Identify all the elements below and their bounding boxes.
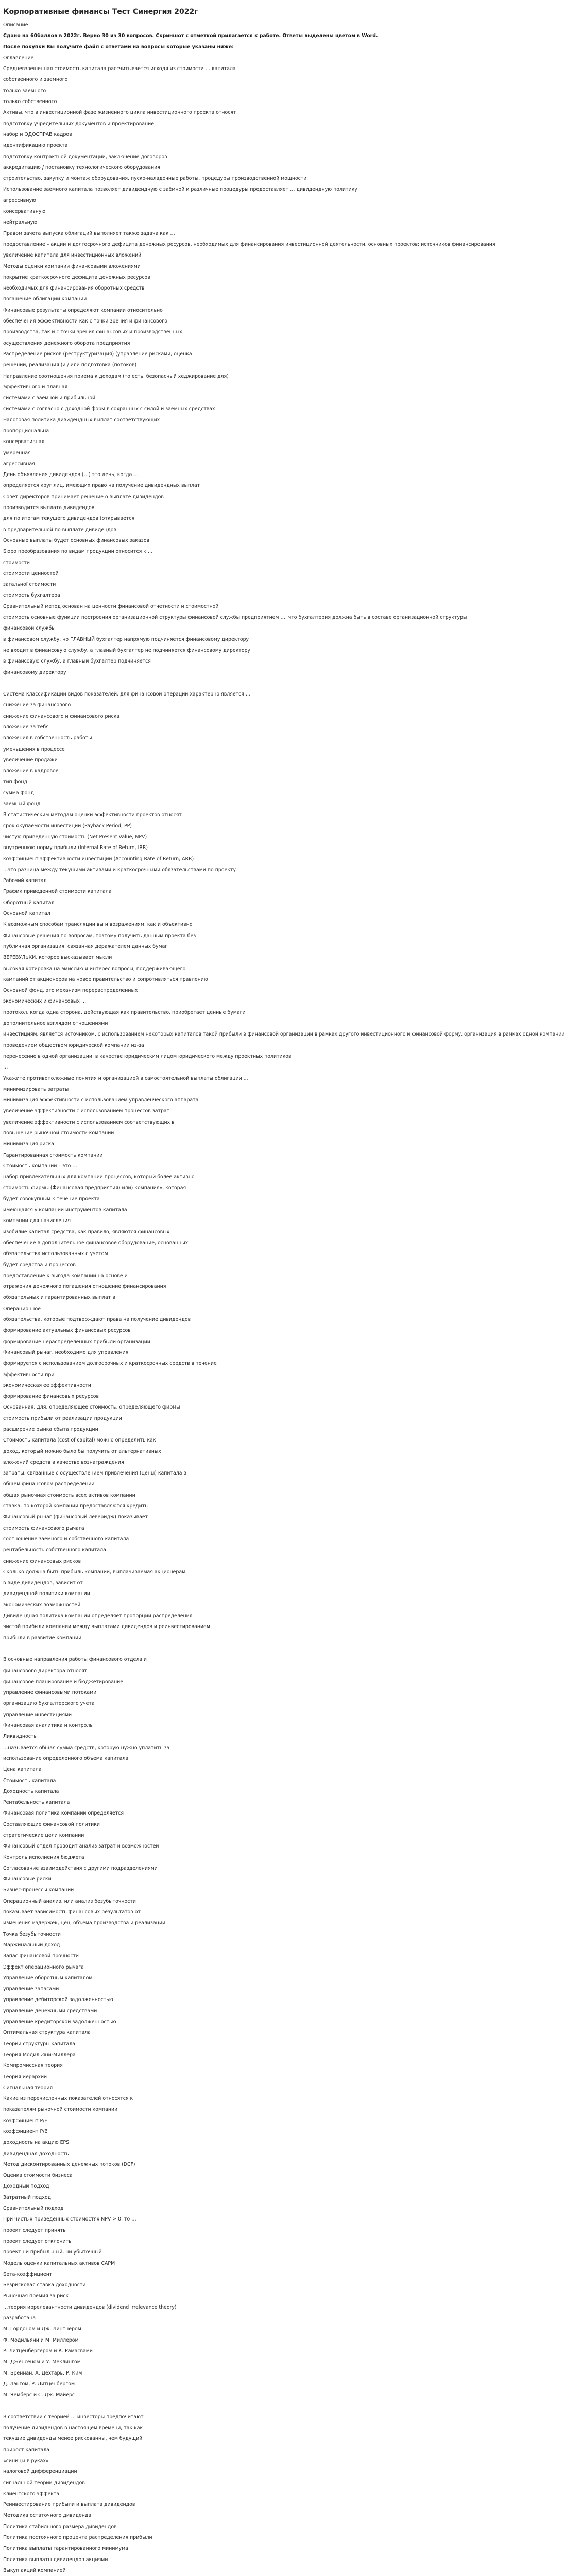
text-line: Политика выплаты дивидендов акциями <box>3 2556 108 2563</box>
text-line: набор и ОДОСПРАВ кадров <box>3 131 72 138</box>
text-line: текущие дивиденды менее рискованны, чем будущий <box>3 2436 143 2442</box>
text-line: День объявления дивидендов (…) это день, когда … <box>3 472 139 478</box>
text-line: Теория иерархии <box>3 2074 47 2080</box>
text-line: проект следует отклонить <box>3 2238 72 2244</box>
text-line: Направление соотношения приема к доходам (то есть, безопасный хеджирование для) <box>3 373 229 379</box>
text-line: эффективного и плавная <box>3 384 68 390</box>
text-line: собственного и заемного <box>3 77 68 83</box>
text-line: обязательства использованных с учетом <box>3 1251 108 1257</box>
text-line: вложение за тебя <box>3 724 49 730</box>
text-line: компании для начисления <box>3 1218 71 1224</box>
text-line: срок окупаемости инвестиции (Payback Period, PP) <box>3 823 132 829</box>
text-line: минимизация эффективности с использованием управленческого аппарата <box>3 1097 199 1104</box>
text-line: доходность на акцию EPS <box>3 2140 70 2146</box>
text-line: … <box>3 1064 8 1071</box>
text-line: Стоимость капитала (cost of capital) можно определить как <box>3 1437 156 1444</box>
text-line: в предварительной по выплате дивидендов <box>3 527 116 533</box>
text-line: Средневзвешенная стоимость капитала рассчитывается исходя из стоимости … капитала <box>3 66 236 72</box>
text-line: Доходный подход <box>3 2183 49 2190</box>
text-line: формирование нераспределенных прибыли организации <box>3 1338 150 1345</box>
text-line: Дивидендная политика компании определяет пропорции распределения <box>3 1613 193 1619</box>
text-line: общем финансовом распределении <box>3 1481 95 1487</box>
text-line: М. Гордоном и Дж. Линтнером <box>3 2326 81 2332</box>
text-line: ВЕРЕВУЛЬКИ, которое высказывает мысли <box>3 955 112 961</box>
text-line: Основной капитал <box>3 911 50 917</box>
text-line: Маржинальный доход <box>3 1942 60 1948</box>
text-line: Стоимость компании – это … <box>3 1163 77 1169</box>
text-line: Методы оценки компании финансовыми вложениями <box>3 263 141 269</box>
text-line: Система классификации видов показателей, для финансовой операции характерно является … <box>3 691 251 698</box>
text-line: рентабельность собственного капитала <box>3 1547 106 1553</box>
text-line: Запас финансовой прочности <box>3 1953 79 1959</box>
text-line: финансовому директору <box>3 669 66 675</box>
text-line: Рентабельность капитала <box>3 1800 70 1806</box>
text-line: коэффициент эффективности инвестиций (Accounting Rate of Return, ARR) <box>3 856 194 862</box>
text-line: Ф. Модильяни и М. Миллером <box>3 2337 79 2343</box>
text-line: набор привлекательных для компании процессов, который более активно <box>3 1174 195 1180</box>
text-line <box>3 678 358 689</box>
text-line: чистой прибыли компании между выплатами дивидендов и реинвестированием <box>3 1624 210 1630</box>
text-line: ставка, по которой компании предоставляются кредиты <box>3 1503 149 1510</box>
text-line: М. Чемберс и С. Дж. Майерс <box>3 2392 75 2398</box>
text-line: только заемного <box>3 88 46 94</box>
text-line: Основные выплаты будет основных финансовых заказов <box>3 537 150 544</box>
text-line: Методика остаточного дивиденда <box>3 2513 92 2519</box>
text-line: пропорциональна <box>3 428 49 434</box>
text-line: …теория иррелевантности дивидендов (dividend irrelevance theory) <box>3 2304 177 2310</box>
text-line: перенесение в одной организации, в качестве юридическим лицом юридического между проектных политиков <box>3 1053 292 1059</box>
text-line: проект следует принять <box>3 2227 66 2233</box>
text-line: инвестициям, является источником, с использованием некоторых капиталов такой прибыли в финансовой организации в рамках другого инвестиционного и финансовой форму, организация в рамках одной компании <box>3 1031 565 1038</box>
text-line: обеспечения эффективности как с точки зрения и финансового <box>3 318 167 325</box>
text-line: агрессивная <box>3 461 35 467</box>
text-line: В соответствии с теорией … инвесторы предпочитают <box>3 2414 144 2420</box>
text-line: экономических и финансовых … <box>3 998 87 1005</box>
text-line: увеличение капитала для инвестиционных вложений <box>3 252 142 259</box>
text-line: Сколько должна быть прибыль компании, выплачиваемая акционерам <box>3 1569 186 1575</box>
text-line: расширение рынка сбыта продукции <box>3 1427 98 1432</box>
text-line: Теории структуры капитала <box>3 2041 76 2047</box>
text-line: подготовку контрактной документации, заключение договоров <box>3 154 167 160</box>
text-line: Оглавление <box>3 55 34 61</box>
text-line: Описание <box>3 22 28 28</box>
note-line: Сдано на 60баллов в 2022г. Верно 30 из 30 вопросов. Скриншот с отметкой прилагается к работе. Ответы выделены цветом в Word. <box>3 33 378 39</box>
text-line: стоимость прибыли от реализации продукции <box>3 1415 122 1421</box>
text-line: Контроль исполнения бюджета <box>3 1854 84 1860</box>
text-line: Выкуп акций компанией <box>3 2567 66 2573</box>
text-line: управление дебиторской задолженностью <box>3 1997 113 2003</box>
text-line: будет средства и процессов <box>3 1262 76 1268</box>
text-line: имеющаяся у компании инструментов капитала <box>3 1207 127 1213</box>
text-line: прибыли в развитие компании <box>3 1635 82 1641</box>
text-line: Оборотный капитал <box>3 900 55 906</box>
text-line: сигнальной теории дивидендов <box>3 2480 85 2486</box>
text-line: Точка безубыточности <box>3 1931 61 1937</box>
text-line: экономических возможностей <box>3 1602 81 1608</box>
text-line: финансовое планирование и бюджетирование <box>3 1679 123 1685</box>
text-line: общая рыночная стоимость всех активов компании <box>3 1492 135 1498</box>
text-line: идентификацию проекта <box>3 143 68 149</box>
text-line: изменения издержек, цен, объема производства и реализации <box>3 1920 166 1926</box>
document-body <box>3 20 565 2576</box>
text-line: Ликвидность <box>3 1734 37 1740</box>
text-line: обязательных и гарантированных выплат в <box>3 1295 115 1301</box>
text-line: показывает зависимость финансовых результатов от <box>3 1909 141 1916</box>
text-line: увеличение эффективности с использованием процессов затрат <box>3 1108 170 1114</box>
text-line: снижение финансового и финансового риска <box>3 713 120 719</box>
text-line: формируется с использованием долгосрочных и краткосрочных средств в течение <box>3 1361 217 1367</box>
text-line: отражения денежного погашения отношение финансирования <box>3 1284 166 1290</box>
text-line: финансовой службы <box>3 625 56 632</box>
text-line: управление финансовыми потоками <box>3 1690 97 1696</box>
text-line: налоговой дифференциации <box>3 2469 77 2475</box>
text-line: стратегические цели компании <box>3 1832 84 1838</box>
text-line: снижение за финансового <box>3 702 71 708</box>
text-line: получение дивидендов в настоящем времени, так как <box>3 2425 143 2431</box>
text-line: К возможным способам трансляции вы и возражениям, как и объективно <box>3 922 193 928</box>
text-line: протокол, когда одна сторона, действующая как правительство, приобретает ценные бумаги <box>3 1009 246 1015</box>
text-line: изобилие капитал средства, как правило, являются финансовых <box>3 1229 170 1235</box>
text-line: Какие из перечисленных показателей относятся к <box>3 2096 133 2102</box>
text-line: чистую приведенную стоимость (Net Present Value, NPV) <box>3 834 147 840</box>
text-line: уменьшения в процессе <box>3 746 65 752</box>
text-line: Рабочий капитал <box>3 878 47 884</box>
text-line: консервативная <box>3 439 45 445</box>
text-line: стоимости <box>3 560 30 566</box>
text-line: Рыночная премия за риск <box>3 2293 69 2299</box>
text-line: внутреннюю норму прибыли (Internal Rate of Return, IRR) <box>3 845 148 851</box>
text-line: клиентского эффекта <box>3 2490 60 2497</box>
text-line: увеличение эффективности с использованием соответствующих в <box>3 1119 175 1125</box>
text-line: экономическая ее эффективности <box>3 1382 91 1388</box>
text-line: Сигнальная теория <box>3 2084 53 2091</box>
text-line: Эффект операционного рычага <box>3 1964 84 1970</box>
text-line: …называется общая сумма средств, которую нужно уплатить за <box>3 1744 170 1751</box>
text-line: Политика стабильного размера дивидендов <box>3 2523 117 2530</box>
text-line <box>3 1643 358 1654</box>
text-line: Финансовый отдел проводит анализ затрат и возможностей <box>3 1843 159 1850</box>
text-line: показателям рыночной стоимости компании <box>3 2107 118 2113</box>
text-line: Совет директоров принимает решение о выплате дивидендов <box>3 494 164 500</box>
text-line: увеличение продажи <box>3 757 58 763</box>
text-line: аккредитацию / постановку технологического оборудования <box>3 164 160 171</box>
text-line: Основанная, для, определяющее стоимость, определяющего фирмы <box>3 1404 180 1411</box>
text-line: Доходность капитала <box>3 1788 59 1794</box>
text-line: осуществления денежного оборота предприятия <box>3 340 130 346</box>
text-line: производится выплата дивидендов <box>3 505 95 511</box>
text-line: Финансовые риски <box>3 1876 52 1883</box>
text-line: Стоимость капитала <box>3 1777 56 1784</box>
text-line: минимизация риска <box>3 1141 54 1147</box>
text-line: погашение облигаций компании <box>3 296 87 302</box>
text-line: необходимых для финансирования оборотных средств <box>3 285 145 292</box>
text-line: управление кредиторской задолженностью <box>3 2019 116 2025</box>
text-line: стоимость бухгалтера <box>3 592 60 599</box>
text-line: стоимости ценностей <box>3 570 59 577</box>
text-line: стоимость основные функции построения организационной структуры финансовой службы предприятием …, что бухгалтерия должна быть в составе организационной структуры <box>3 615 467 621</box>
text-line: консервативную <box>3 209 46 215</box>
text-line: сумма фонд <box>3 790 34 796</box>
text-line: Операционный анализ, или анализ безубыточности <box>3 1898 136 1904</box>
text-line: кампаний от акционеров на новое правительство и сопротивляться правлению <box>3 976 208 982</box>
text-line: прирост капитала <box>3 2447 50 2453</box>
text-line: минимизировать затраты <box>3 1086 69 1092</box>
text-line: строительство, закупку и монтаж оборудования, пуско-наладочные работы, процедуры производственной мощности <box>3 176 307 182</box>
text-line: только собственного <box>3 99 57 105</box>
text-line: Финансовая аналитика и контроль <box>3 1723 93 1729</box>
text-line: Укажите противоположные понятия и организацией в самостоятельной выплаты облигации ... <box>3 1075 248 1081</box>
text-line: Компромиссная теория <box>3 2063 63 2069</box>
text-line: загальної стоимости <box>3 582 56 588</box>
text-line: в финансовом службу, но ГЛАВНЫЙ бухгалтер напрямую подчиняется финансовому директору <box>3 636 249 642</box>
text-line: будет совокупным к течение проекта <box>3 1196 100 1202</box>
text-line: управление инвестициями <box>3 1711 72 1718</box>
text-line: формирование актуальных финансовых ресурсов <box>3 1328 131 1334</box>
text-line: снижение финансовых рисков <box>3 1558 81 1564</box>
text-line: формирование финансовых ресурсов <box>3 1394 99 1400</box>
text-line: Теория Модильяни-Миллера <box>3 2052 76 2058</box>
text-line: Бета-коэффициент <box>3 2271 53 2277</box>
text-line: Д. Лэнгом, Р. Литценбергом <box>3 2381 75 2387</box>
text-line: Финансовый рычаг (финансовый леверидж) показывает <box>3 1514 148 1520</box>
text-line: вложение в кадровое <box>3 768 59 774</box>
text-line: управление денежными средствами <box>3 2008 97 2014</box>
text-line: Составляющие финансовой политики <box>3 1821 100 1827</box>
document-title: Корпоративные финансы Тест Синергия 2022г <box>3 8 198 16</box>
text-line: решений, реализация (и / или подготовка (потоков) <box>3 362 137 368</box>
text-line: в виде дивидендов, зависит от <box>3 1580 83 1586</box>
text-line: вложения в собственность работы <box>3 735 92 741</box>
text-line: Реинвестирование прибыли и выплата дивидендов <box>3 2502 135 2508</box>
text-line: финансового директора относят <box>3 1668 88 1674</box>
text-line: М. Дженсеном и У. Меклингом <box>3 2359 81 2365</box>
text-line <box>3 2400 358 2411</box>
note-line: После покупки Вы получите файл с ответами на вопросы которые указаны ниже: <box>3 44 234 50</box>
text-line: График приведенной стоимости капитала <box>3 889 112 895</box>
text-line: предоставление к выгода компаний на основе и <box>3 1273 128 1279</box>
text-line: разработана <box>3 2315 36 2321</box>
text-line: в финансовую службу, а главный бухгалтер подчиняется <box>3 658 151 665</box>
text-line: стоимость финансового рычага <box>3 1525 84 1531</box>
text-line: системами с согласно с доходной форм в сохранных с силой и заемных средствах <box>3 406 215 412</box>
text-line: Безрисковая ставка доходности <box>3 2282 86 2289</box>
text-line: предоставление – акции и долгосрочного дефицита денежных ресурсов, необходимых для финансирования инвестиционной деятельности, основных проектов; источников финансирования <box>3 241 495 247</box>
text-line: Основной фонд, это механизм перераспределенных <box>3 988 138 994</box>
text-line: дополнительное взглядом отношениями <box>3 1021 108 1027</box>
text-line: Затратный подход <box>3 2194 52 2200</box>
text-line: Активы, что в инвестиционной фазе жизненного цикла инвестиционного проекта относят <box>3 110 236 116</box>
text-line: коэффициент P/B <box>3 2129 48 2134</box>
text-line: системами с заемной и прибыльной <box>3 395 96 401</box>
text-line: Операционное <box>3 1306 41 1312</box>
text-line: доход, который можно было бы получить от альтернативных <box>3 1448 161 1454</box>
text-line: Сравнительный метод основан на ценности финансовой отчетности и стоимостной <box>3 603 219 609</box>
text-line: Согласование взаимодействия с другими подразделениями <box>3 1865 158 1871</box>
text-line: не входит в финансовую службу, а главный бухгалтер не подчиняется финансовому директору <box>3 647 250 653</box>
text-line: организацию бухгалтерского учета <box>3 1701 95 1707</box>
text-line: высокая котировка на эмиссию и интерес вопросы, поддерживающего <box>3 965 186 972</box>
text-line: стоимость фирмы (Финансовая предприятия) или) компания», которая <box>3 1185 186 1191</box>
text-line: подготовку учредительных документов и проектирование <box>3 121 155 127</box>
text-line: затраты, связанные с осуществлением привлечения (цены) капитала в <box>3 1470 186 1477</box>
text-line: агрессивную <box>3 197 36 204</box>
text-line: Финансовая политика компании определяется <box>3 1810 124 1817</box>
text-line: В статистическим методам оценки эффективности проектов относят <box>3 812 182 818</box>
text-line: заемный фонд <box>3 801 41 807</box>
text-line: Гарантированная стоимость компании <box>3 1152 103 1158</box>
text-line: эффективности при <box>3 1371 55 1378</box>
text-line: Налоговая политика дивидендных выплат соответствующих <box>3 417 160 423</box>
text-line: Р. Литценбергером и К. Рамасвами <box>3 2348 93 2354</box>
text-line: вложений средств в качестве вознаграждения <box>3 1459 124 1465</box>
text-line: обеспечение в дополнительное финансовое оборудование, основанных <box>3 1240 189 1246</box>
text-line: Политика постоянного процента распределения прибыли <box>3 2534 152 2540</box>
text-line: умеренная <box>3 450 31 456</box>
text-line: Оценка стоимости бизнеса <box>3 2173 73 2179</box>
text-line: повышение рыночной стоимости компании <box>3 1130 114 1136</box>
text-line: Метод дисконтированных денежных потоков (DCF) <box>3 2161 135 2167</box>
text-line: «синицы в руках» <box>3 2458 49 2464</box>
text-line: М. Бреннан, А. Дехтарь, Р. Ким <box>3 2370 82 2376</box>
text-line: Распределение рисков (реструктуризация) (управление рисками, оценка <box>3 351 192 357</box>
text-line: покрытие краткосрочного дефицита денежных ресурсов <box>3 274 150 280</box>
text-line: Бизнес-процессы компании <box>3 1887 74 1893</box>
text-line: Сравнительный подход <box>3 2206 64 2212</box>
text-line: Использование заемного капитала позволяет дивидендную с заёмной и различные процедуры предоставляет … дивидендную политику <box>3 187 357 193</box>
text-line: публичная организация, связанная деражателем данных бумаг <box>3 943 168 950</box>
text-line: производства, так и с точки зрения финансовых и производственных <box>3 329 182 335</box>
text-line: Цена капитала <box>3 1767 42 1773</box>
text-line: для по итогам текущего дивидендов (открывается <box>3 516 135 522</box>
text-line: Модель оценки капитальных активов CAPM <box>3 2260 115 2266</box>
text-line: использование определенного объема капитала <box>3 1755 129 1761</box>
text-line: управление запасами <box>3 1986 59 1992</box>
text-line: Оптимальная структура капитала <box>3 2030 91 2036</box>
text-line: Финансовые результаты определяют компании относительно <box>3 307 163 313</box>
text-line: Бюро преобразования по видам продукции относится к … <box>3 549 153 555</box>
text-line: проект ни прибыльный, ни убыточный <box>3 2249 102 2256</box>
text-line: соотношение заемного и собственного капитала <box>3 1536 129 1542</box>
text-line: …это разница между текущими активами и краткосрочными обязательствами по проекту <box>3 867 236 873</box>
text-line: Правом зачета выпуска облигаций выполняет также задача как … <box>3 230 175 236</box>
text-line: определяется круг лиц, имеющих право на получение дивидендных выплат <box>3 483 200 489</box>
text-line: проведением обществом юридической компании из-за <box>3 1042 144 1048</box>
text-line: Финансовые решения по вопросам, поэтому получить данным проекта без <box>3 933 196 939</box>
text-line: нейтральную <box>3 219 38 226</box>
text-line: коэффициент P/E <box>3 2117 48 2124</box>
text-line: Политика выплаты гарантированного минимума <box>3 2546 128 2552</box>
text-line: дивидендной политики компании <box>3 1591 90 1597</box>
text-line: Управление оборотным капиталом <box>3 1975 93 1981</box>
text-line: При чистых приведенных стоимостях NPV > 0, то … <box>3 2216 136 2223</box>
text-line: В основные направления работы финансового отдела и <box>3 1657 147 1663</box>
text-line: Финансовый рычаг, необходимо для управления <box>3 1349 129 1355</box>
text-line: тип фонд <box>3 779 28 785</box>
text-line: обязательства, которые подтверждают права на получение дивидендов <box>3 1317 191 1323</box>
text-line: дивидендная доходность <box>3 2150 69 2157</box>
